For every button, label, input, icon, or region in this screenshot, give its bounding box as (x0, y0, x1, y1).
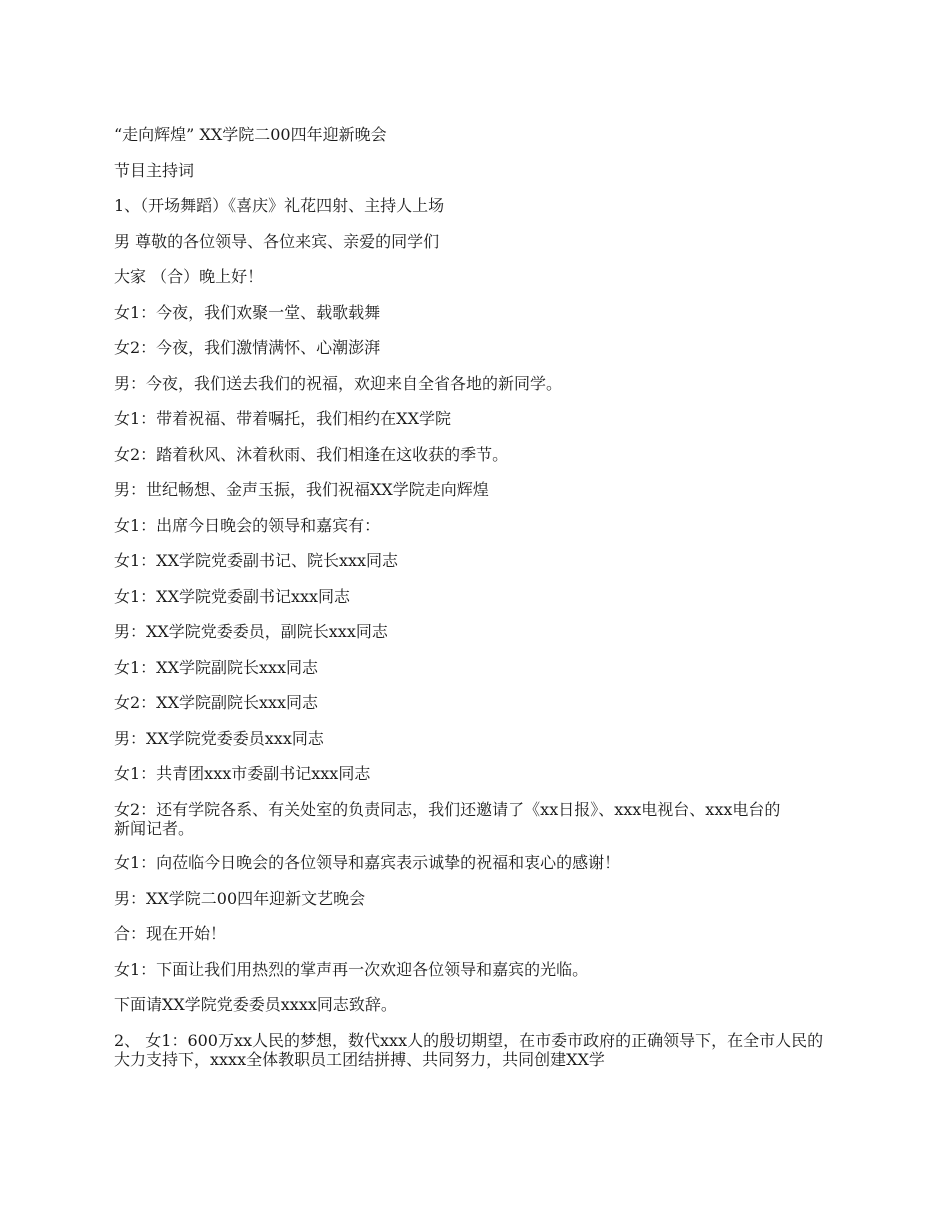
script-line: 1、（开场舞蹈）《喜庆》礼花四射、主持人上场 (114, 196, 445, 215)
script-line: 女1：XX学院副院长xxx同志 (114, 657, 319, 677)
script-line: 男：XX学院党委委员，副院长xxx同志 (114, 622, 388, 641)
document-subtitle: 节目主持词 (114, 160, 195, 180)
script-line: 女1：今夜，我们欢聚一堂、载歌载舞 (114, 302, 381, 322)
script-line: 女1：下面让我们用热烈的掌声再一次欢迎各位领导和嘉宾的光临。 (114, 959, 589, 979)
script-line: 大家 （合）晚上好！ (114, 267, 264, 286)
script-line: 女1：XX学院党委副书记、院长xxx同志 (114, 551, 399, 570)
script-line: 下面请XX学院党委委员xxxx同志致辞。 (114, 995, 397, 1014)
script-line: 合：现在开始！ (114, 924, 227, 943)
document-title: “走向辉煌” XX学院二00四年迎新晚会 (114, 125, 387, 144)
document-body (114, 125, 834, 1084)
script-line: 女2：还有学院各系、有关处室的负责同志，我们还邀请了《xx日报》、xxx电视台、xxx电台的新闻记者。 (114, 799, 781, 838)
script-line: 女2：今夜，我们激情满怀、心潮澎湃 (114, 338, 381, 357)
script-line: 女2：踏着秋风、沐着秋雨、我们相逢在这收获的季节。 (114, 444, 509, 464)
script-line: 男：今夜，我们送去我们的祝福，欢迎来自全省各地的新同学。 (114, 373, 563, 393)
script-line: 女2：XX学院副院长xxx同志 (114, 693, 319, 712)
script-line: 男：XX学院二00四年迎新文艺晚会 (114, 888, 366, 908)
script-line: 女1：向莅临今日晚会的各位领导和嘉宾表示诚挚的祝福和衷心的感谢！ (114, 853, 621, 872)
script-line: 女1：XX学院党委副书记xxx同志 (114, 586, 351, 606)
script-line: 女1：出席今日晚会的领导和嘉宾有： (114, 515, 381, 535)
script-line: 男 尊敬的各位领导、各位来宾、亲爱的同学们 (114, 231, 440, 251)
script-line: 女1：带着祝福、带着嘱托，我们相约在XX学院 (114, 409, 451, 428)
script-line: 男：世纪畅想、金声玉振，我们祝福XX学院走向辉煌 (114, 480, 489, 499)
script-line: 男：XX学院党委委员xxx同志 (114, 728, 324, 748)
script-line: 女1：共青团xxx市委副书记xxx同志 (114, 764, 371, 783)
script-line: 2、 女1：600万xx人民的梦想，数代xxx人的殷切期望，在市委市政府的正确领导下，在全市人民的大力支持下，xxxx全体教职员工团结拼搏、共同努力，共同创建XX学 (114, 1030, 824, 1069)
